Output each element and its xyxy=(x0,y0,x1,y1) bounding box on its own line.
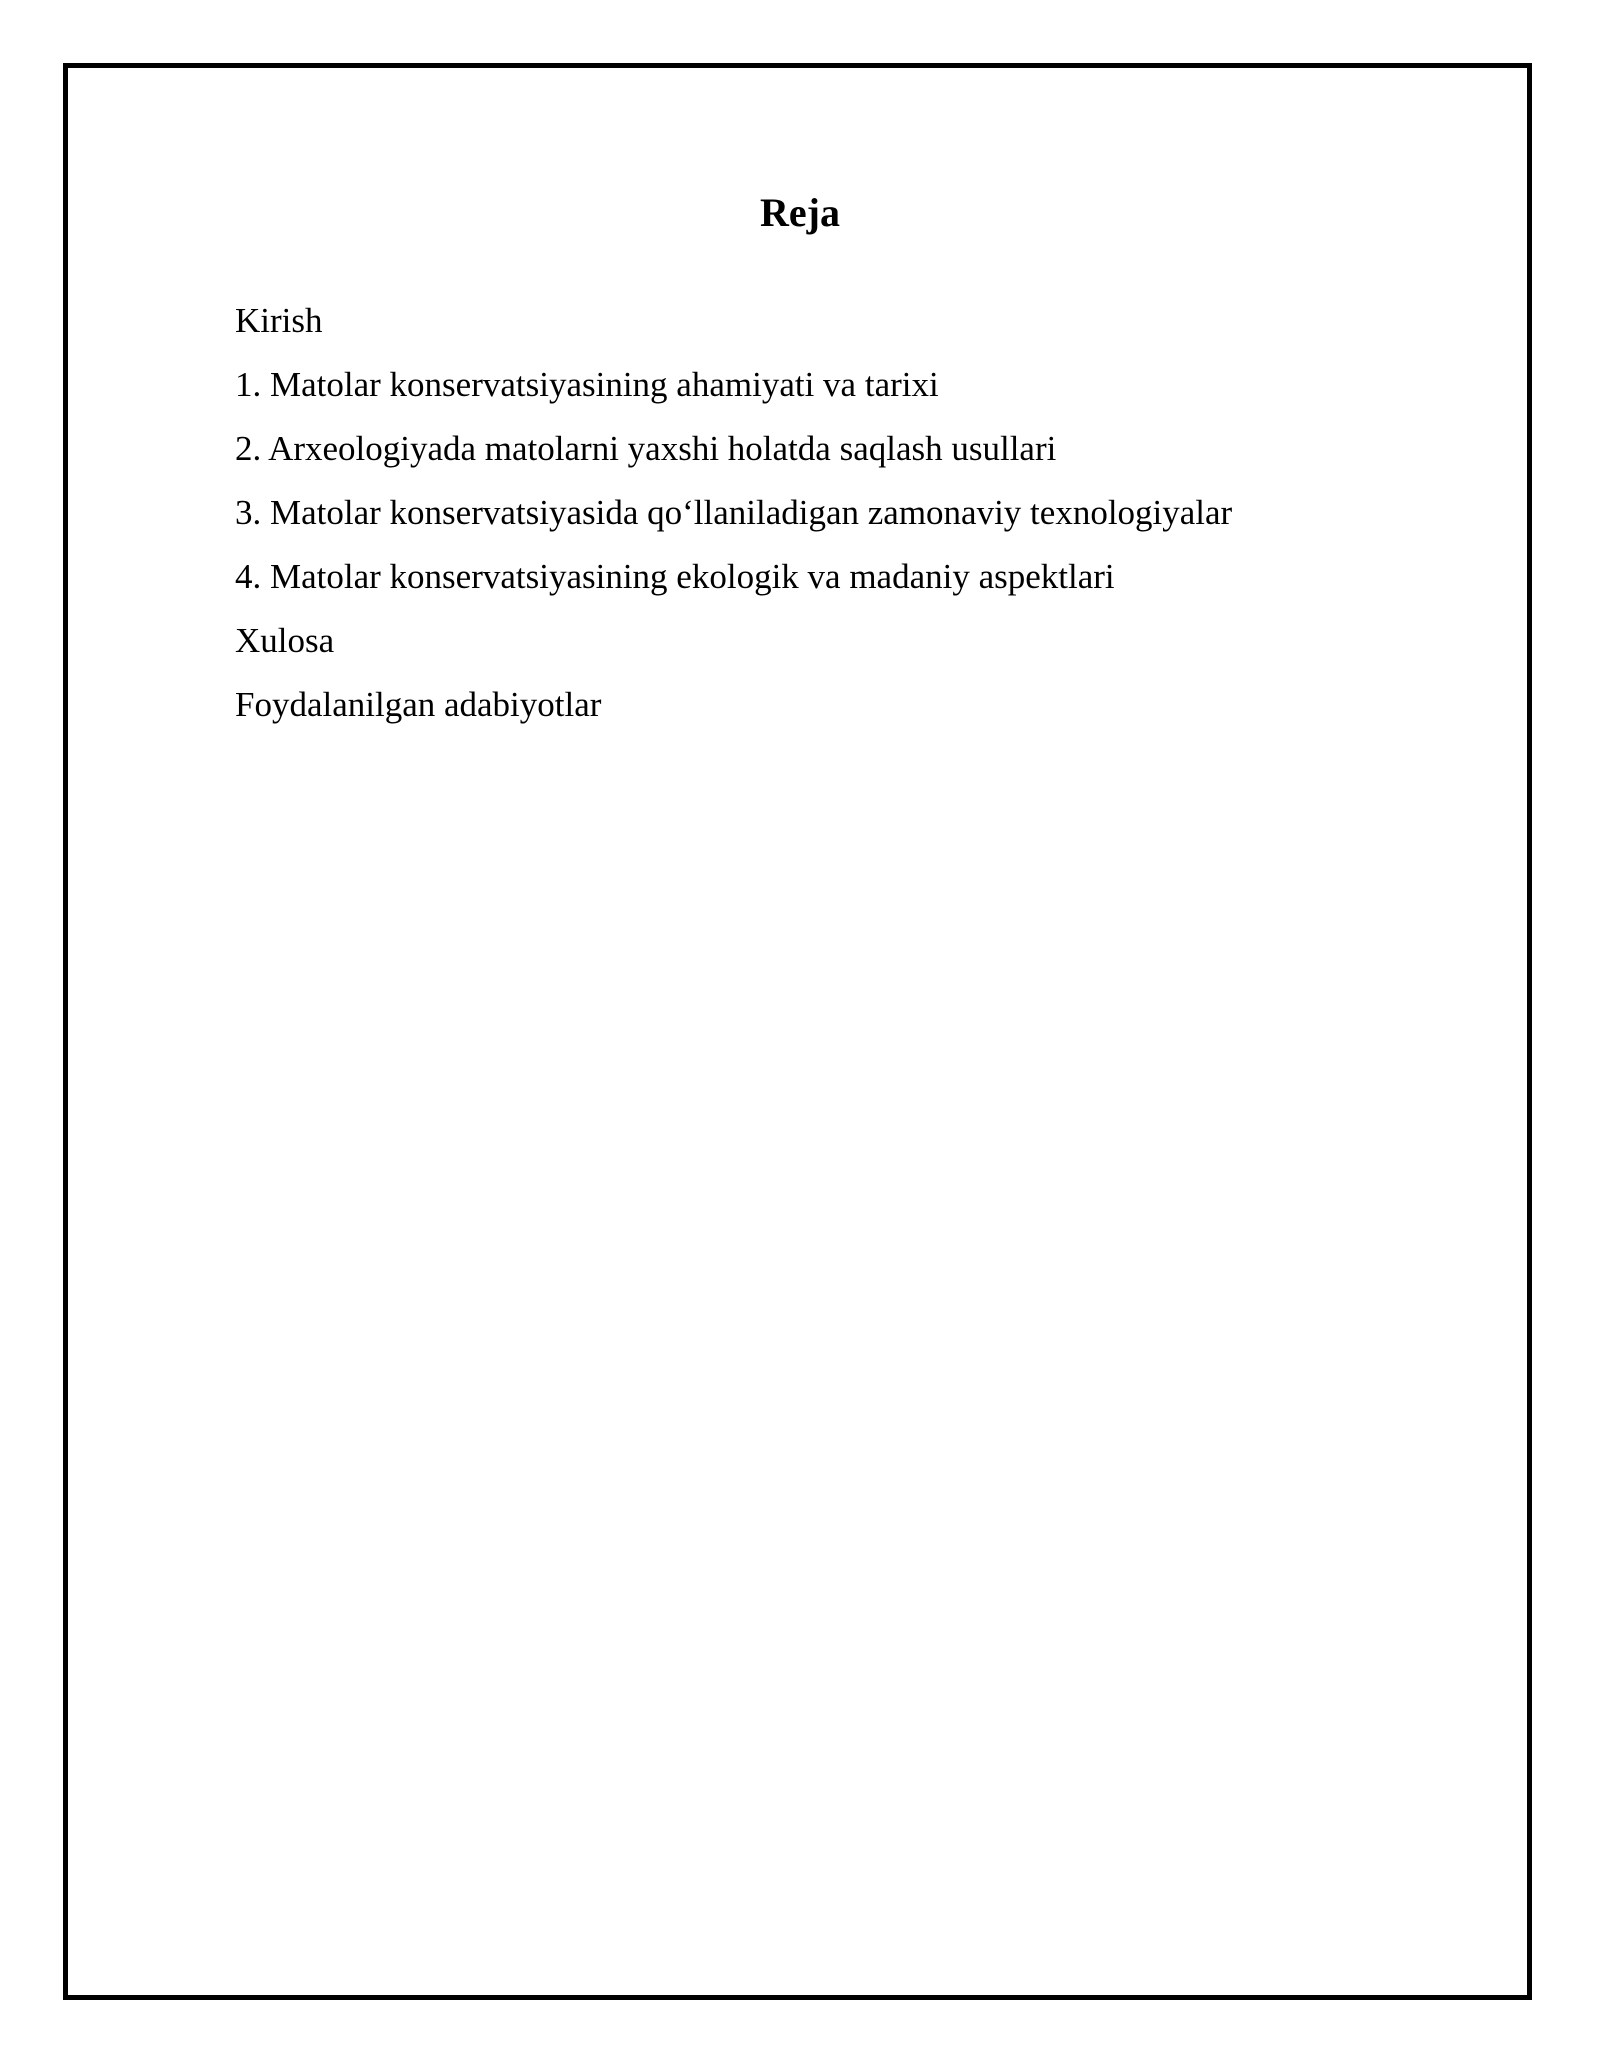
table-of-contents xyxy=(235,289,1232,737)
toc-item-conclusion: Xulosa xyxy=(235,621,335,660)
page-title: Reja xyxy=(760,190,840,235)
toc-item-references: Foydalanilgan adabiyotlar xyxy=(235,685,602,724)
toc-item-3: 3. Matolar konservatsiyasida qo‘llaniladigan zamonaviy texnologiyalar xyxy=(235,493,1233,532)
toc-item-1: 1. Matolar konservatsiyasining ahamiyati va tarixi xyxy=(235,365,939,404)
toc-item-4: 4. Matolar konservatsiyasining ekologik va madaniy aspektlari xyxy=(235,557,1115,596)
toc-item-2: 2. Arxeologiyada matolarni yaxshi holatda saqlash usullari xyxy=(235,429,1057,468)
toc-item-introduction: Kirish xyxy=(235,301,323,340)
